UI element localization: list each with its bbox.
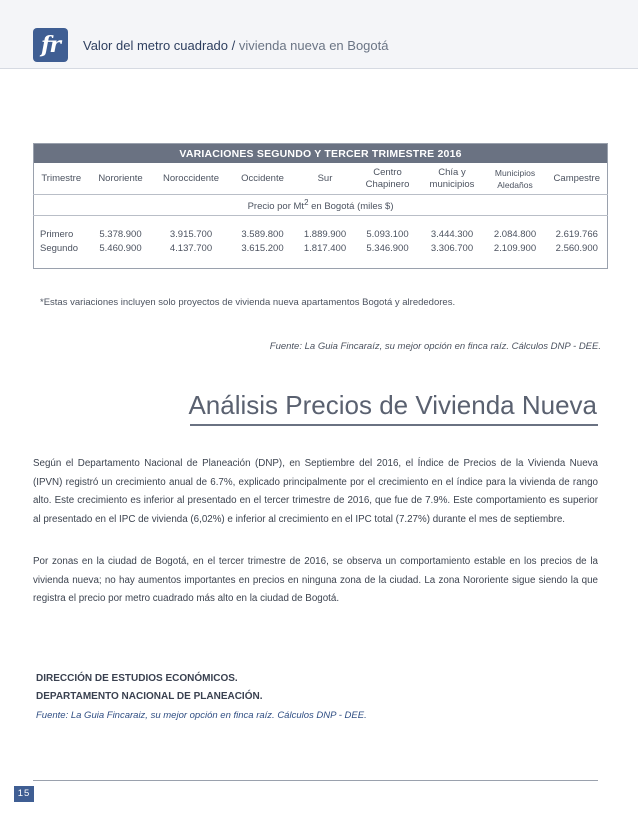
column-header [547, 163, 608, 195]
column-label-line2: municipios [429, 178, 475, 190]
column-header [421, 163, 484, 195]
header-title-separator: / [228, 38, 239, 53]
header-title-main: Valor del metro cuadrado [83, 38, 229, 53]
column-label: Campestre [553, 172, 601, 184]
table-cell: 5.378.900 5.460.900 [99, 229, 142, 254]
signature-line: DIRECCIÓN DE ESTUDIOS ECONÓMICOS. [36, 673, 238, 684]
footer-divider [33, 780, 598, 781]
column-header [355, 163, 421, 195]
column-header [153, 163, 230, 195]
table-cell: 3.915.700 4.137.700 [169, 229, 213, 254]
fincaraiz-logo: fr [33, 28, 68, 62]
column-label: Sur [317, 172, 333, 184]
table-cell: 3.444.300 3.306.700 [430, 229, 474, 254]
table-cell: 1.889.900 1.817.400 [303, 229, 347, 254]
unit-label: Precio por Mt [247, 201, 305, 213]
column-label: Trimestre [41, 172, 82, 184]
header-title [83, 38, 388, 53]
column-header [296, 163, 355, 195]
analysis-paragraph: Por zonas en la ciudad de Bogotá, en el tercer trimestre de 2016, se observa un comportamiento estable en los precios de la vivienda nueva; no hay aumentos importantes en precios en ninguna zona de la ciudad. La zona Nororiente sigue siendo la que registra el precio por metro cuadrado más alto en la ciudad de Bogotá. [33, 556, 598, 605]
column-label: Occidente [241, 172, 284, 184]
signature-source: Fuente: La Guia Fincaraiz, su mejor opción en finca raíz. Cálculos DNP - DEE. [36, 710, 367, 721]
price-variation-table [33, 143, 608, 269]
column-header [34, 163, 89, 195]
signature-line: DEPARTAMENTO NACIONAL DE PLANEACIÓN. [36, 691, 263, 702]
table-source: Fuente: La Guia Fincaraíz, su mejor opción en finca raíz. Cálculos DNP - DEE. [269, 341, 601, 352]
column-label-line2: Aledaños [497, 179, 533, 190]
table-footnote: *Estas variaciones incluyen solo proyectos de vivienda nueva apartamentos Bogotá y alrededores. [40, 297, 456, 308]
unit-label-suffix: en Bogotá (miles $) [308, 201, 394, 213]
analysis-paragraph: Según el Departamento Nacional de Planeación (DNP), en Septiembre del 2016, el Índice de Precios de la Vivienda Nueva (IPVN) registró un crecimiento anual de 6.7%, explicado principalmente por el crecimiento en el índice para la vivienda de rango alto. Este crecimiento es inferior al presentado en el tercer trimestre de 2016, que fue de 7.9%. Este comportamiento es superior al presentado en el IPC de vivienda (6,02%) e inferior al crecimiento en el IPC total (7.27%) durante el mes de septiembre. [33, 458, 598, 525]
column-label: Chía y [438, 166, 466, 178]
section-title: Análisis Precios de Vivienda Nueva [188, 390, 597, 420]
page-header [0, 0, 638, 69]
column-header [230, 163, 296, 195]
column-header [484, 163, 547, 195]
table-cell: Primero Segundo [40, 229, 79, 254]
table-cell: 2.084.800 2.109.900 [493, 229, 537, 254]
page-number: 15 [14, 786, 34, 802]
section-divider [190, 424, 598, 426]
column-label-line2: Chapinero [365, 178, 410, 190]
table-caption: VARIACIONES SEGUNDO Y TERCER TRIMESTRE 2016 [34, 144, 608, 164]
unit-row [34, 195, 608, 216]
column-header [89, 163, 153, 195]
table-header-row [34, 163, 608, 195]
column-label: Noroccidente [163, 172, 219, 184]
column-label: Centro [373, 166, 402, 178]
table-cell: 2.619.766 2.560.900 [555, 229, 598, 254]
column-label: Municipios [494, 167, 536, 178]
unit-superscript: 2 [304, 197, 309, 207]
header-title-sub: vivienda nueva en Bogotá [238, 38, 389, 53]
table-cell: 5.093.100 5.346.900 [366, 229, 409, 254]
column-label: Nororiente [98, 172, 143, 184]
table-cell: 3.589.800 3.615.200 [241, 229, 284, 254]
table-values-row [34, 216, 608, 269]
